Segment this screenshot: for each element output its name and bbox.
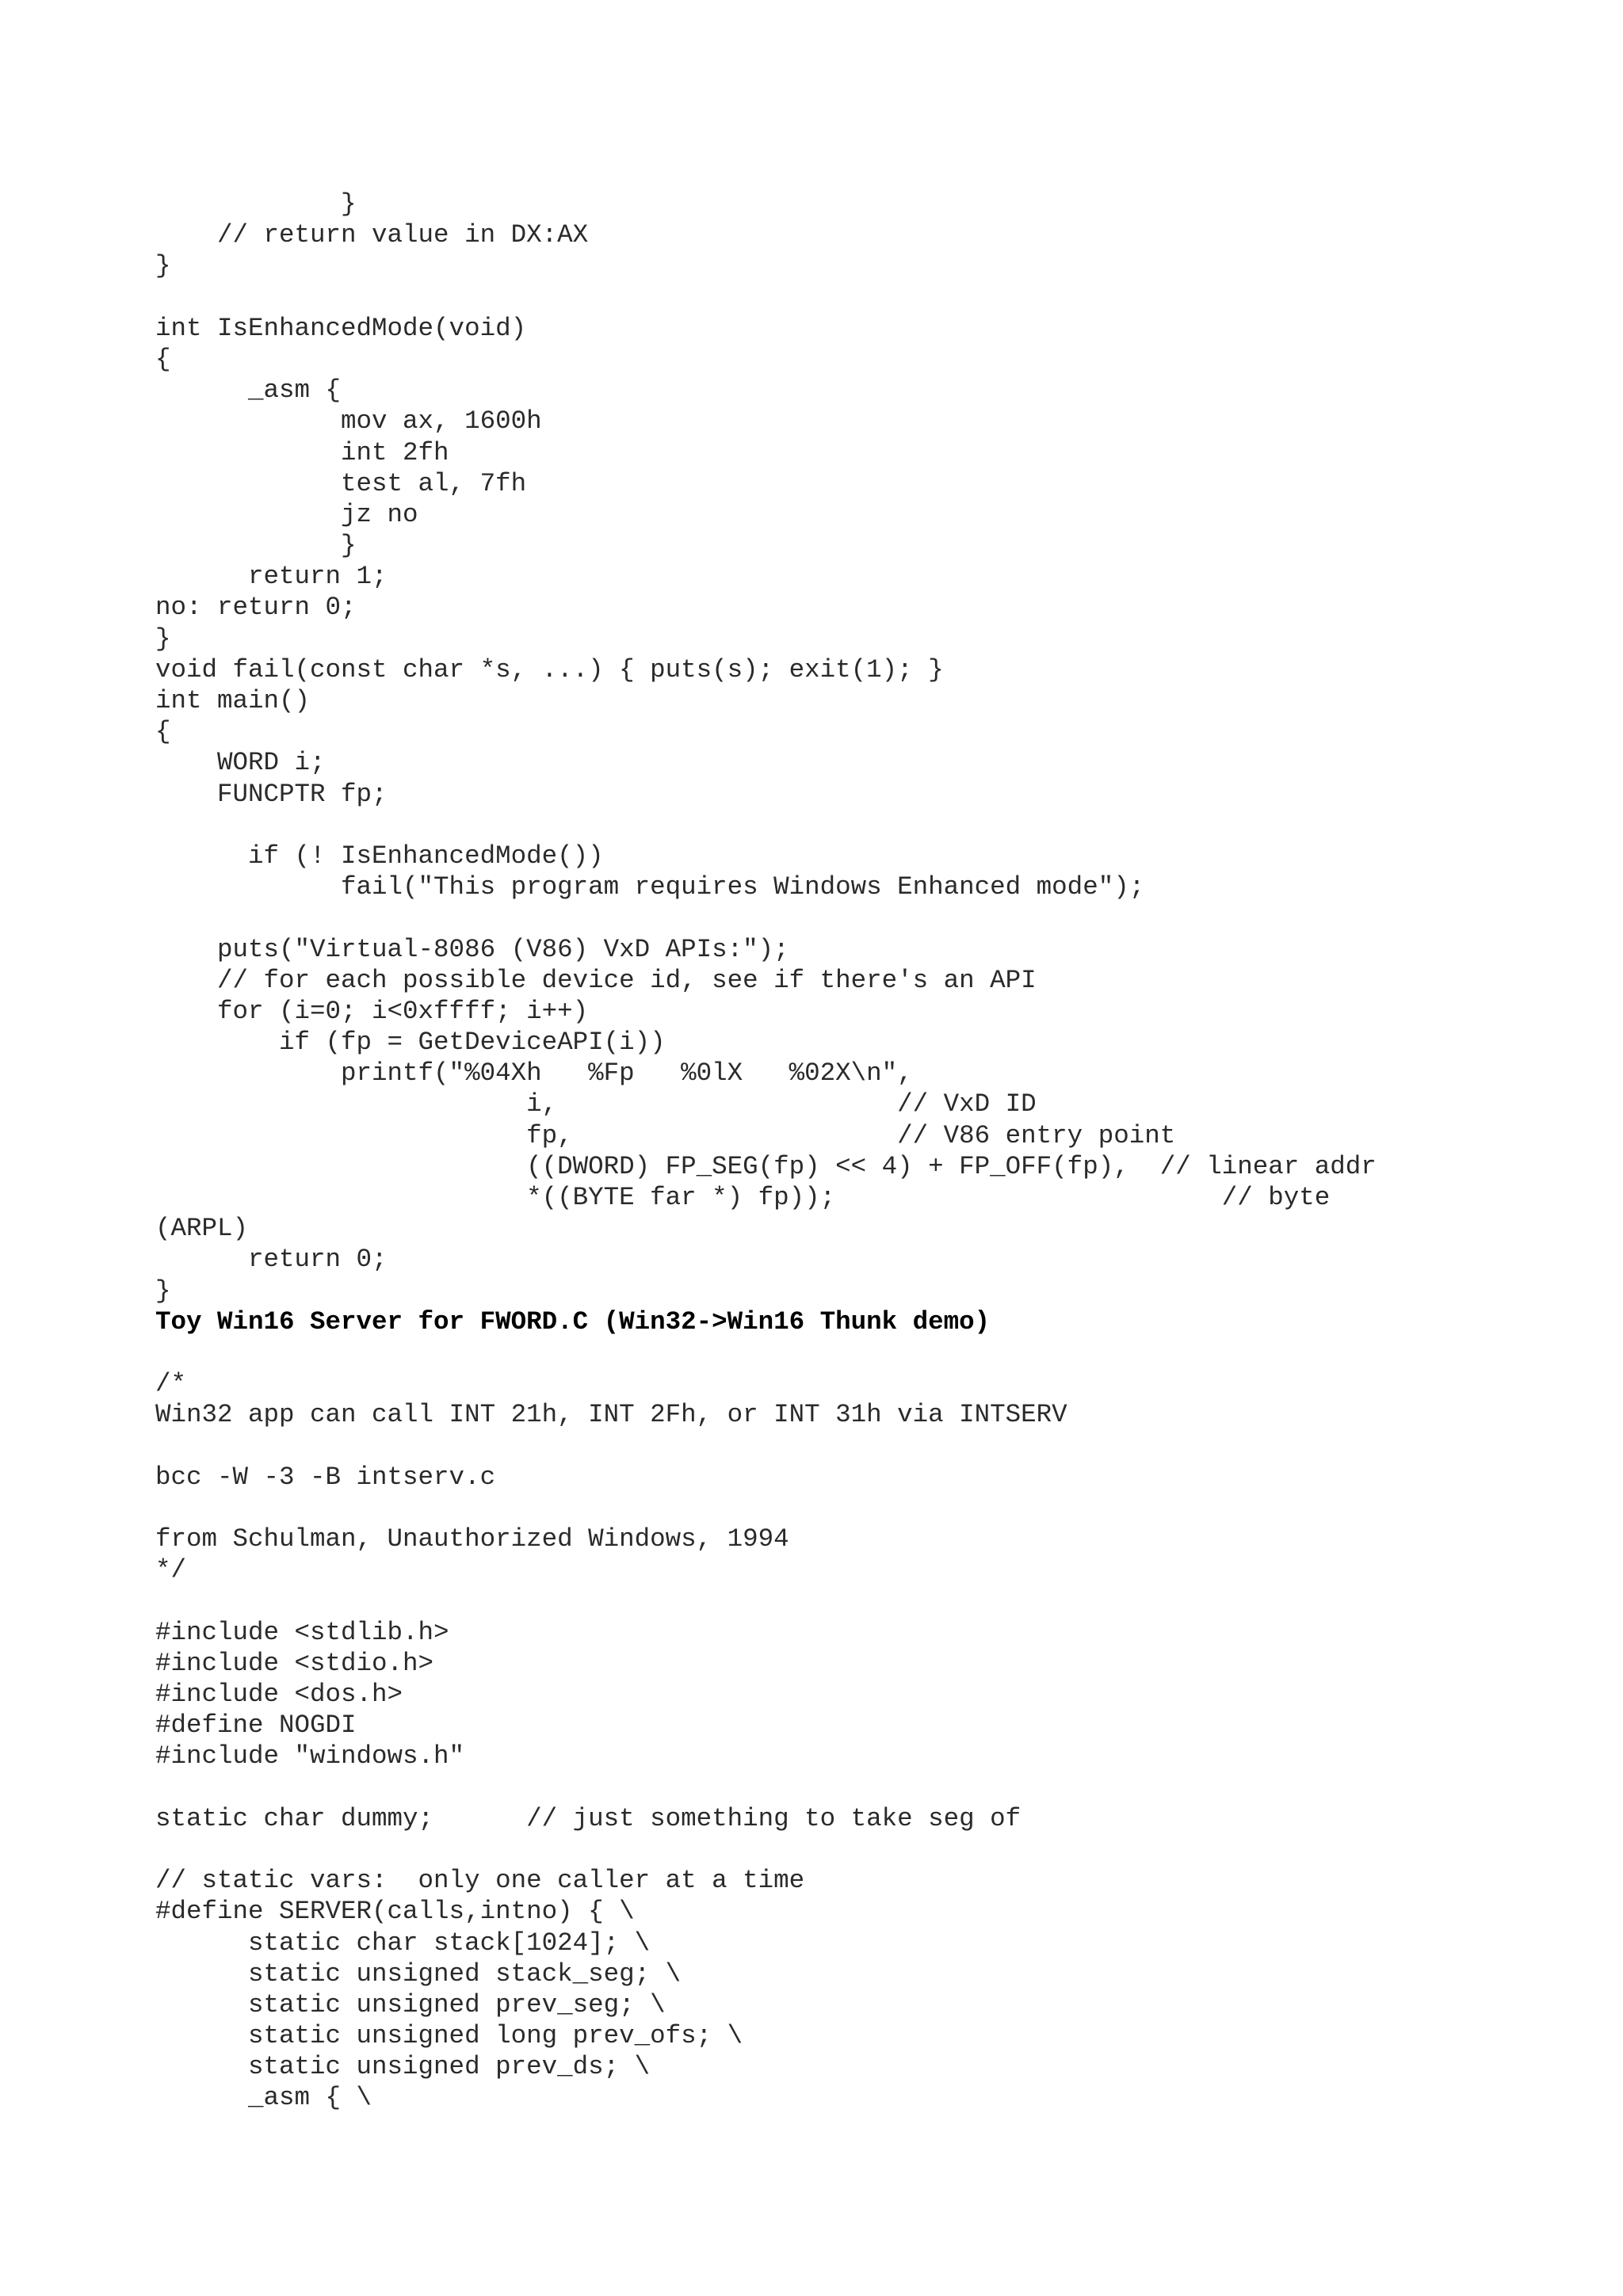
code-listing: [155, 189, 1377, 2114]
code-line: fail("This program requires Windows Enhanced mode");: [155, 872, 1145, 902]
code-line: // return value in DX:AX: [155, 220, 589, 250]
code-line: test al, 7fh: [155, 468, 527, 498]
code-line: #define NOGDI: [155, 1711, 357, 1741]
code-line: // static vars: only one caller at a time: [155, 1866, 805, 1896]
code-line: [155, 1431, 1377, 1462]
code-line: // for each possible device id, see if there's an API: [155, 965, 1037, 995]
code-line: int IsEnhancedMode(void): [155, 313, 527, 343]
code-line: from Schulman, Unauthorized Windows, 1994: [155, 1524, 789, 1554]
code-line: return 0;: [155, 1245, 388, 1275]
code-line: }: [155, 1276, 171, 1306]
code-line: printf("%04Xh %Fp %0lX %02X\n",: [155, 1058, 913, 1089]
code-line: puts("Virtual-8086 (V86) VxD APIs:");: [155, 934, 789, 964]
code-line: static unsigned prev_seg; \: [155, 1989, 666, 2019]
code-line: _asm {: [155, 376, 342, 406]
code-line: [155, 810, 1377, 841]
code-line: int 2fh: [155, 437, 449, 467]
code-line: }: [155, 624, 171, 654]
code-line: #include "windows.h": [155, 1741, 465, 1772]
code-line: int main(): [155, 686, 311, 715]
code-line: i, // VxD ID: [155, 1089, 1037, 1119]
code-line: }: [155, 251, 171, 281]
code-line: {: [155, 717, 171, 747]
code-line: }: [155, 189, 357, 219]
code-line: #include <stdio.h>: [155, 1648, 434, 1678]
code-line: [155, 1493, 1377, 1524]
code-line: [155, 1834, 1377, 1865]
code-line: static char stack[1024]; \: [155, 1928, 651, 1958]
code-line: FUNCPTR fp;: [155, 779, 388, 809]
code-line: [155, 1585, 1377, 1616]
code-line: #include <stdlib.h>: [155, 1617, 449, 1647]
section-heading: Toy Win16 Server for FWORD.C (Win32->Win16 Thunk demo): [155, 1306, 991, 1337]
code-line: static unsigned stack_seg; \: [155, 1958, 682, 1989]
code-line: */: [155, 1555, 187, 1585]
code-line: no: return 0;: [155, 593, 357, 623]
code-line: [155, 1337, 1377, 1368]
code-line: return 1;: [155, 562, 388, 592]
code-line: for (i=0; i<0xffff; i++): [155, 996, 589, 1026]
code-line: /*: [155, 1369, 187, 1399]
code-line: if (fp = GetDeviceAPI(i)): [155, 1028, 666, 1058]
code-line: static unsigned long prev_ofs; \: [155, 2021, 743, 2051]
code-line: #include <dos.h>: [155, 1680, 403, 1709]
code-line: mov ax, 1600h: [155, 406, 542, 437]
code-line: bcc -W -3 -B intserv.c: [155, 1462, 496, 1492]
code-line: jz no: [155, 499, 418, 529]
code-line: [155, 1772, 1377, 1803]
code-line: _asm { \: [155, 2083, 372, 2113]
code-line: fp, // V86 entry point: [155, 1120, 1176, 1150]
code-line: if (! IsEnhancedMode()): [155, 841, 604, 871]
code-line: [155, 282, 1377, 313]
code-line: (ARPL): [155, 1214, 249, 1244]
code-line: #define SERVER(calls,intno) { \: [155, 1897, 635, 1927]
code-line: Win32 app can call INT 21h, INT 2Fh, or INT 31h via INTSERV: [155, 1400, 1067, 1430]
code-line: [155, 902, 1377, 933]
code-line: {: [155, 344, 171, 374]
code-line: static unsigned prev_ds; \: [155, 2052, 651, 2082]
code-line: }: [155, 531, 357, 561]
code-line: void fail(const char *s, ...) { puts(s); exit(1); }: [155, 654, 944, 685]
code-line: WORD i;: [155, 748, 326, 778]
code-line: static char dummy; // just something to take seg of: [155, 1803, 1022, 1833]
code-line: ((DWORD) FP_SEG(fp) << 4) + FP_OFF(fp), // linear addr: [155, 1151, 1377, 1181]
code-line: *((BYTE far *) fp)); // byte: [155, 1183, 1331, 1212]
